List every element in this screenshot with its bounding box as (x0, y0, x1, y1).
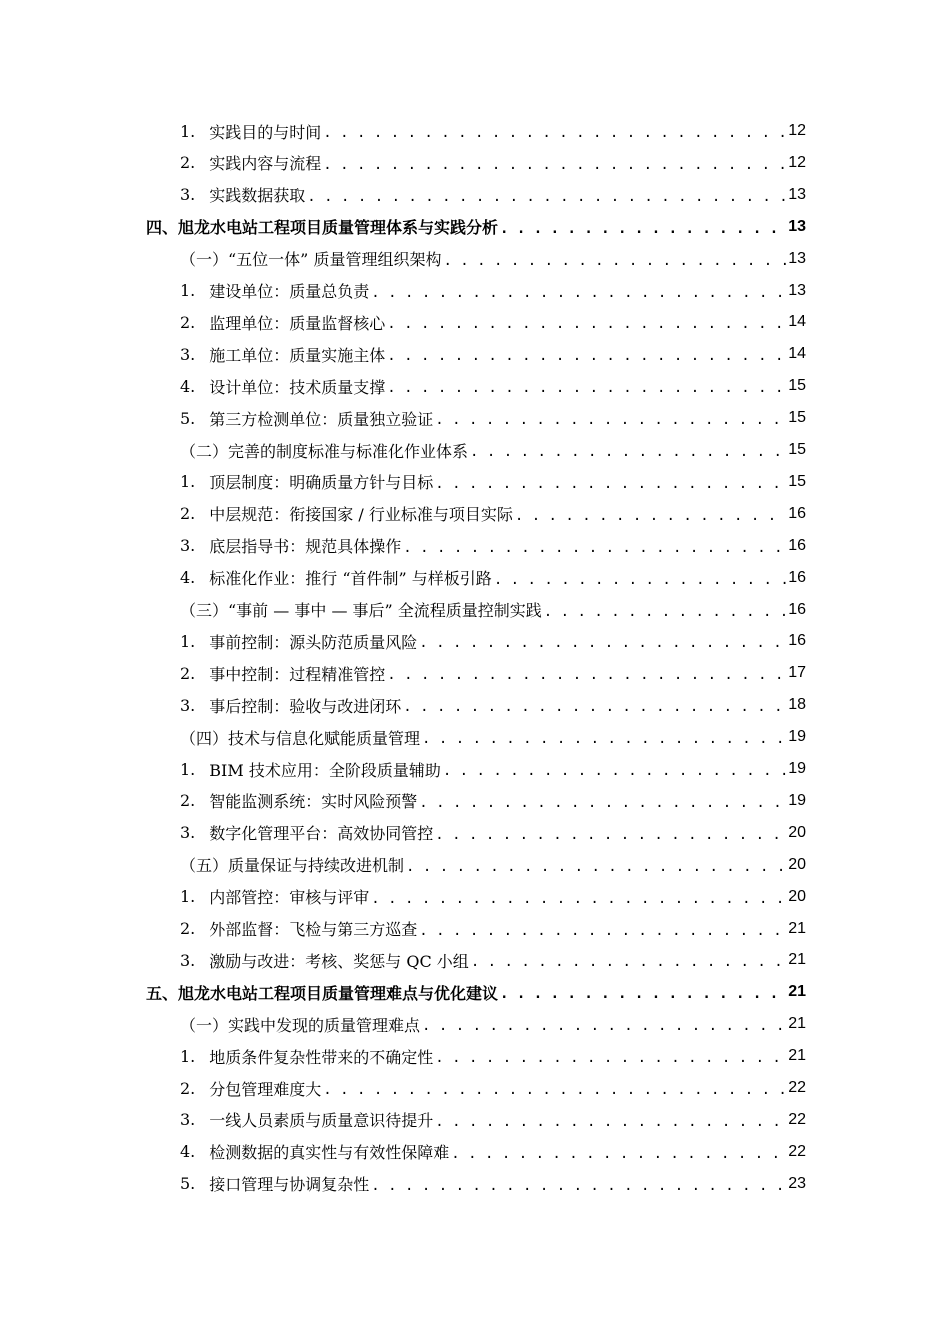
toc-entry-number: 3. (180, 695, 196, 715)
toc-entry-number: 1. (180, 1046, 196, 1066)
toc-entry-number: 2. (180, 919, 196, 938)
toc-page-number: 23 (788, 1174, 806, 1192)
toc-section-entry[interactable] (180, 1010, 806, 1038)
toc-subsection-entry[interactable] (180, 308, 806, 336)
toc-entry-label: （一）“五位一体” 质量管理组织架构 (180, 250, 442, 270)
toc-entry-label: 实践内容与流程 (209, 154, 322, 174)
toc-page-number: 13 (788, 217, 806, 235)
toc-page-number: 16 (788, 536, 806, 554)
toc-entry-label: 数字化管理平台：高效协同管控 (209, 824, 434, 844)
toc-leader-dots (500, 978, 786, 1006)
toc-entry-number: 2. (180, 663, 196, 683)
toc-entry-label: 激励与改进：考核、奖惩与 QC 小组 (209, 951, 469, 971)
toc-leader-dots (371, 277, 786, 305)
toc-section-entry[interactable] (180, 436, 806, 464)
toc-subsection-entry[interactable] (180, 149, 806, 177)
toc-entry-number: 4. (180, 376, 196, 396)
toc-entry-label: （三）“事前 — 事中 — 事后” 全流程质量控制实践 (180, 601, 542, 620)
toc-page-number: 17 (788, 664, 806, 682)
toc-page-number: 15 (788, 377, 806, 395)
toc-entry-number: 3. (180, 823, 196, 843)
toc-entry-label: 实践数据获取 (209, 186, 306, 206)
toc-leader-dots (323, 1074, 786, 1102)
toc-section-entry[interactable] (180, 723, 806, 751)
toc-entry-label: 标准化作业：推行 “首件制” 与样板引路 (209, 569, 492, 589)
toc-entry-label: 事后控制：验收与改进闭环 (209, 696, 402, 716)
toc-page-number: 16 (788, 632, 806, 650)
toc-subsection-entry[interactable] (180, 372, 806, 400)
toc-page-number: 13 (788, 185, 806, 203)
toc-leader-dots (451, 1138, 786, 1166)
toc-leader-dots (422, 723, 786, 751)
toc-entry-number: 2. (180, 312, 196, 332)
toc-leader-dots (515, 500, 786, 528)
toc-leader-dots (471, 946, 786, 974)
toc-subsection-entry[interactable] (180, 915, 806, 943)
toc-page-number: 15 (788, 441, 806, 458)
toc-entry-number: 1. (180, 281, 196, 300)
toc-entry-label: 分包管理难度大 (209, 1079, 322, 1099)
toc-leader-dots (544, 596, 786, 624)
toc-section-entry[interactable] (180, 851, 806, 879)
toc-leader-dots (419, 627, 786, 655)
toc-entry-label: （一）实践中发现的质量管理难点 (180, 1015, 421, 1035)
toc-leader-dots (406, 851, 786, 879)
toc-leader-dots (470, 436, 786, 464)
toc-entry-number: 3. (180, 950, 196, 970)
toc-page-number: 22 (788, 1110, 806, 1128)
toc-entry-label: 顶层制度：明确质量方针与目标 (209, 473, 434, 493)
toc-page-number: 12 (788, 122, 806, 139)
toc-section-entry[interactable] (180, 245, 806, 273)
toc-page-number: 22 (788, 1079, 806, 1096)
toc-leader-dots (323, 149, 786, 177)
toc-page-number: 16 (788, 568, 806, 586)
toc-entry-number: 5. (180, 408, 196, 428)
toc-page-number: 15 (788, 409, 806, 427)
toc-entry-number: 1. (180, 759, 196, 779)
toc-leader-dots (443, 755, 786, 783)
toc-page-number: 21 (788, 951, 806, 969)
toc-subsection-entry[interactable] (180, 1074, 806, 1102)
toc-entry-label: 底层指导书：规范具体操作 (209, 537, 402, 557)
toc-leader-dots (500, 213, 786, 241)
toc-entry-label: 外部监督：飞检与第三方巡查 (209, 920, 418, 939)
toc-subsection-entry[interactable] (180, 1138, 806, 1166)
toc-section-entry[interactable] (180, 596, 806, 624)
toc-entry-number: 4. (180, 1142, 196, 1162)
toc-subsection-entry[interactable] (180, 946, 806, 974)
toc-entry-number: 五、 (146, 983, 179, 1003)
toc-entry-number: 2. (180, 791, 196, 811)
toc-leader-dots (387, 308, 786, 336)
toc-page-number: 20 (788, 823, 806, 841)
toc-leader-dots (494, 564, 786, 592)
toc-page-number: 20 (788, 855, 806, 873)
toc-subsection-entry[interactable] (180, 404, 806, 432)
toc-page-number: 20 (788, 887, 806, 905)
toc-subsection-entry[interactable] (180, 1170, 806, 1198)
toc-entry-number: 1. (180, 472, 196, 492)
toc-subsection-entry[interactable] (180, 659, 806, 687)
toc-entry-number: 2. (180, 504, 196, 524)
toc-entry-number: 3. (180, 344, 196, 364)
toc-entry-label: 实践目的与时间 (209, 122, 322, 142)
toc-subsection-entry[interactable] (180, 532, 806, 560)
toc-entry-label: 内部管控：审核与评审 (209, 888, 370, 908)
toc-leader-dots (307, 181, 786, 209)
toc-leader-dots (419, 787, 786, 815)
toc-page-number: 21 (788, 983, 806, 1001)
toc-entry-label: 旭龙水电站工程项目质量管理难点与优化建议 (178, 983, 499, 1003)
toc-entry-label: （五）质量保证与持续改进机制 (180, 856, 405, 876)
toc-entry-label: 设计单位：技术质量支撑 (209, 377, 386, 397)
toc-subsection-entry[interactable] (180, 883, 806, 911)
toc-subsection-entry[interactable] (180, 181, 806, 209)
toc-entry-number: 3. (180, 185, 196, 205)
toc-entry-number: 4. (180, 568, 196, 588)
toc-subsection-entry[interactable] (180, 755, 806, 783)
toc-page-number: 21 (788, 1015, 806, 1033)
toc-entry-label: 建设单位：质量总负责 (209, 282, 370, 301)
toc-leader-dots (435, 468, 786, 496)
toc-subsection-entry[interactable] (180, 787, 806, 815)
toc-leader-dots (443, 245, 786, 273)
toc-chapter-entry[interactable] (146, 978, 806, 1006)
toc-entry-number: 1. (180, 631, 196, 651)
toc-leader-dots (323, 117, 786, 145)
toc-subsection-entry[interactable] (180, 277, 806, 305)
toc-subsection-entry[interactable] (180, 691, 806, 719)
toc-leader-dots (435, 404, 786, 432)
toc-page-number: 22 (788, 1142, 806, 1160)
toc-subsection-entry[interactable] (180, 500, 806, 528)
toc-entry-number: 2. (180, 153, 196, 173)
toc-chapter-entry[interactable] (146, 213, 806, 241)
toc-page-number: 21 (788, 1047, 806, 1065)
toc-leader-dots (435, 1042, 786, 1070)
toc-entry-label: 事中控制：过程精准管控 (209, 664, 386, 684)
toc-page-number: 21 (788, 919, 806, 937)
toc-page-number: 14 (788, 345, 806, 363)
toc-subsection-entry[interactable] (180, 340, 806, 368)
toc-leader-dots (387, 372, 786, 400)
toc-entry-label: 一线人员素质与质量意识待提升 (209, 1111, 434, 1131)
toc-page-number: 19 (788, 760, 806, 777)
toc-subsection-entry[interactable] (180, 564, 806, 592)
toc-subsection-entry[interactable] (180, 1042, 806, 1070)
toc-entry-label: （二）完善的制度标准与标准化作业体系 (180, 441, 469, 461)
toc-leader-dots (403, 691, 786, 719)
toc-leader-dots (371, 883, 786, 911)
toc-leader-dots (435, 1106, 786, 1134)
toc-leader-dots (422, 1010, 786, 1038)
toc-leader-dots (387, 340, 786, 368)
toc-page-number: 12 (788, 153, 806, 171)
toc-entry-label: 地质条件复杂性带来的不确定性 (209, 1047, 434, 1067)
toc-subsection-entry[interactable] (180, 819, 806, 847)
toc-entry-label: 施工单位：质量实施主体 (209, 345, 386, 365)
toc-page-number: 19 (788, 791, 806, 809)
toc-page-number: 13 (788, 281, 806, 299)
toc-subsection-entry[interactable] (180, 468, 806, 496)
toc-entry-number: 3. (180, 536, 196, 556)
toc-page-number: 16 (788, 504, 806, 522)
toc-leader-dots (387, 659, 786, 687)
toc-entry-label: 接口管理与协调复杂性 (209, 1175, 370, 1195)
toc-entry-label: 事前控制：源头防范质量风险 (209, 632, 418, 652)
toc-leader-dots (419, 915, 786, 943)
toc-entry-label: 智能监测系统：实时风险预警 (209, 792, 418, 812)
toc-page-number: 13 (788, 249, 806, 267)
toc-entry-label: 中层规范：衔接国家 / 行业标准与项目实际 (209, 505, 513, 525)
toc-entry-label: 检测数据的真实性与有效性保障难 (209, 1143, 450, 1163)
toc-page-number: 16 (788, 600, 806, 618)
toc-page-number: 14 (788, 313, 806, 331)
toc-entry-label: 监理单位：质量监督核心 (209, 313, 386, 333)
toc-entry-number: 3. (180, 1110, 196, 1130)
toc-entry-label: （四）技术与信息化赋能质量管理 (180, 728, 421, 748)
toc-subsection-entry[interactable] (180, 627, 806, 655)
toc-entry-number: 5. (180, 1174, 196, 1194)
toc-leader-dots (371, 1170, 786, 1198)
toc-subsection-entry[interactable] (180, 1106, 806, 1134)
toc-leader-dots (403, 532, 786, 560)
toc-entry-label: 旭龙水电站工程项目质量管理体系与实践分析 (178, 218, 499, 238)
toc-entry-number: 2. (180, 1078, 196, 1098)
toc-page-number: 18 (788, 696, 806, 714)
toc-page-number: 15 (788, 472, 806, 490)
toc-entry-number: 1. (180, 121, 196, 141)
toc-leader-dots (435, 819, 786, 847)
toc-entry-label: BIM 技术应用：全阶段质量辅助 (209, 760, 441, 780)
toc-entry-label: 第三方检测单位：质量独立验证 (209, 409, 434, 429)
toc-subsection-entry[interactable] (180, 117, 806, 145)
toc-entry-number: 四、 (146, 218, 179, 238)
toc-entry-number: 1. (180, 887, 196, 907)
toc-page-number: 19 (788, 728, 806, 746)
